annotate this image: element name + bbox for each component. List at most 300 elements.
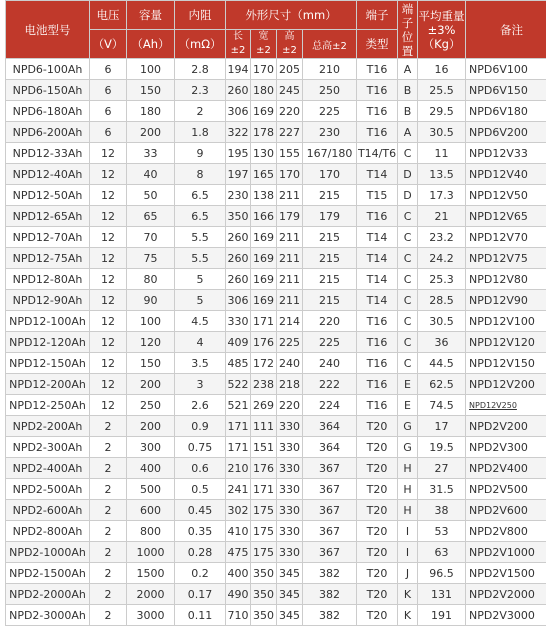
- cell-terminal-type: T16: [357, 59, 398, 80]
- cell-model: NPD12-200Ah: [6, 374, 90, 395]
- cell-weight: 29.5: [418, 101, 466, 122]
- table-row: [6, 185, 546, 206]
- cell-weight: 74.5: [418, 395, 466, 416]
- cell-voltage: 12: [90, 227, 127, 248]
- cell-total-height: 224: [303, 395, 357, 416]
- cell-note: NPD12V200: [466, 374, 546, 395]
- cell-note[interactable]: NPD12V250: [466, 395, 546, 416]
- cell-voltage: 6: [90, 101, 127, 122]
- cell-length: 410: [226, 521, 251, 542]
- cell-terminal-type: T16: [357, 374, 398, 395]
- header-voltage-unit: （V）: [90, 30, 127, 59]
- cell-length: 350: [226, 206, 251, 227]
- cell-height: 155: [277, 143, 303, 164]
- cell-terminal-type: T16: [357, 311, 398, 332]
- cell-note: NPD12V70: [466, 227, 546, 248]
- cell-model: NPD12-70Ah: [6, 227, 90, 248]
- cell-height: 211: [277, 248, 303, 269]
- cell-length: 409: [226, 332, 251, 353]
- cell-length: 230: [226, 185, 251, 206]
- cell-resistance: 5: [175, 290, 226, 311]
- cell-weight: 191: [418, 605, 466, 626]
- cell-model: NPD2-200Ah: [6, 416, 90, 437]
- cell-model: NPD2-800Ah: [6, 521, 90, 542]
- cell-height: 330: [277, 521, 303, 542]
- cell-note: NPD2V600: [466, 500, 546, 521]
- cell-terminal-type: T20: [357, 479, 398, 500]
- cell-resistance: 2.3: [175, 80, 226, 101]
- cell-width: 172: [251, 353, 277, 374]
- cell-total-height: 179: [303, 206, 357, 227]
- cell-voltage: 12: [90, 185, 127, 206]
- cell-weight: 36: [418, 332, 466, 353]
- cell-resistance: 0.9: [175, 416, 226, 437]
- cell-model: NPD2-400Ah: [6, 458, 90, 479]
- cell-capacity: 75: [127, 248, 175, 269]
- cell-width: 130: [251, 143, 277, 164]
- table-row: [6, 164, 546, 185]
- header-note: 备注: [466, 1, 546, 59]
- table-body: [6, 59, 546, 626]
- cell-terminal-type: T20: [357, 584, 398, 605]
- cell-total-height: 364: [303, 437, 357, 458]
- cell-voltage: 6: [90, 59, 127, 80]
- table-row: [6, 437, 546, 458]
- cell-width: 169: [251, 269, 277, 290]
- cell-capacity: 1000: [127, 542, 175, 563]
- table-row: [6, 290, 546, 311]
- table-row: [6, 80, 546, 101]
- cell-resistance: 2: [175, 101, 226, 122]
- cell-model: NPD2-2000Ah: [6, 584, 90, 605]
- cell-model: NPD12-100Ah: [6, 311, 90, 332]
- cell-total-height: 220: [303, 311, 357, 332]
- cell-capacity: 80: [127, 269, 175, 290]
- cell-length: 260: [226, 227, 251, 248]
- cell-width: 171: [251, 311, 277, 332]
- table-row: [6, 500, 546, 521]
- cell-note: NPD2V300: [466, 437, 546, 458]
- cell-length: 475: [226, 542, 251, 563]
- cell-height: 330: [277, 500, 303, 521]
- cell-note: NPD6V180: [466, 101, 546, 122]
- cell-resistance: 2.8: [175, 59, 226, 80]
- cell-model: NPD2-3000Ah: [6, 605, 90, 626]
- cell-height: 345: [277, 584, 303, 605]
- cell-capacity: 150: [127, 80, 175, 101]
- cell-width: 238: [251, 374, 277, 395]
- cell-model: NPD12-65Ah: [6, 206, 90, 227]
- cell-height: 205: [277, 59, 303, 80]
- cell-capacity: 40: [127, 164, 175, 185]
- cell-length: 322: [226, 122, 251, 143]
- cell-note: NPD12V90: [466, 290, 546, 311]
- cell-total-height: 250: [303, 80, 357, 101]
- cell-height: 220: [277, 395, 303, 416]
- cell-voltage: 12: [90, 143, 127, 164]
- cell-terminal-position: E: [398, 374, 418, 395]
- cell-height: 330: [277, 458, 303, 479]
- cell-note: NPD6V200: [466, 122, 546, 143]
- header-terminal-type: 类型: [357, 30, 398, 59]
- table-row: [6, 143, 546, 164]
- cell-total-height: 215: [303, 248, 357, 269]
- cell-weight: 53: [418, 521, 466, 542]
- cell-capacity: 400: [127, 458, 175, 479]
- cell-resistance: 9: [175, 143, 226, 164]
- cell-capacity: 500: [127, 479, 175, 500]
- cell-width: 178: [251, 122, 277, 143]
- cell-model: NPD12-150Ah: [6, 353, 90, 374]
- cell-model: NPD12-80Ah: [6, 269, 90, 290]
- cell-weight: 96.5: [418, 563, 466, 584]
- cell-length: 210: [226, 458, 251, 479]
- cell-total-height: 367: [303, 521, 357, 542]
- cell-model: NPD2-500Ah: [6, 479, 90, 500]
- cell-total-height: 215: [303, 185, 357, 206]
- cell-model: NPD2-600Ah: [6, 500, 90, 521]
- cell-terminal-type: T20: [357, 563, 398, 584]
- cell-resistance: 3.5: [175, 353, 226, 374]
- cell-voltage: 12: [90, 269, 127, 290]
- cell-height: 345: [277, 563, 303, 584]
- cell-terminal-type: T20: [357, 416, 398, 437]
- cell-total-height: 210: [303, 59, 357, 80]
- table-row: [6, 59, 546, 80]
- table-row: [6, 101, 546, 122]
- table-row: [6, 479, 546, 500]
- cell-terminal-type: T16: [357, 353, 398, 374]
- header-capacity: 容量: [127, 1, 175, 30]
- cell-terminal-type: T20: [357, 605, 398, 626]
- cell-model: NPD12-75Ah: [6, 248, 90, 269]
- cell-length: 197: [226, 164, 251, 185]
- cell-length: 241: [226, 479, 251, 500]
- cell-length: 522: [226, 374, 251, 395]
- cell-model: NPD12-90Ah: [6, 290, 90, 311]
- cell-weight: 23.2: [418, 227, 466, 248]
- cell-total-height: 215: [303, 290, 357, 311]
- cell-capacity: 50: [127, 185, 175, 206]
- cell-note: NPD12V100: [466, 311, 546, 332]
- cell-terminal-type: T20: [357, 437, 398, 458]
- cell-model: NPD6-150Ah: [6, 80, 90, 101]
- cell-total-height: 367: [303, 542, 357, 563]
- cell-capacity: 150: [127, 353, 175, 374]
- table-row: [6, 416, 546, 437]
- cell-terminal-position: C: [398, 206, 418, 227]
- table-row: [6, 458, 546, 479]
- cell-weight: 30.5: [418, 122, 466, 143]
- cell-resistance: 0.28: [175, 542, 226, 563]
- cell-width: 175: [251, 521, 277, 542]
- cell-note: NPD2V1500: [466, 563, 546, 584]
- cell-voltage: 12: [90, 395, 127, 416]
- cell-resistance: 4.5: [175, 311, 226, 332]
- cell-note: NPD2V3000: [466, 605, 546, 626]
- cell-width: 111: [251, 416, 277, 437]
- cell-note: NPD12V75: [466, 248, 546, 269]
- cell-note: NPD12V50: [466, 185, 546, 206]
- cell-weight: 31.5: [418, 479, 466, 500]
- cell-height: 211: [277, 290, 303, 311]
- table-row: [6, 122, 546, 143]
- cell-weight: 25.3: [418, 269, 466, 290]
- table-row: [6, 521, 546, 542]
- cell-voltage: 2: [90, 563, 127, 584]
- cell-note: NPD2V400: [466, 458, 546, 479]
- table-container: [5, 0, 546, 630]
- cell-weight: 16: [418, 59, 466, 80]
- table-row: [6, 542, 546, 563]
- cell-length: 490: [226, 584, 251, 605]
- cell-terminal-position: H: [398, 458, 418, 479]
- cell-model: NPD12-33Ah: [6, 143, 90, 164]
- cell-width: 350: [251, 605, 277, 626]
- cell-length: 306: [226, 290, 251, 311]
- cell-terminal-type: T16: [357, 101, 398, 122]
- cell-voltage: 12: [90, 374, 127, 395]
- cell-voltage: 2: [90, 416, 127, 437]
- cell-capacity: 3000: [127, 605, 175, 626]
- cell-total-height: 167/180: [303, 143, 357, 164]
- cell-capacity: 70: [127, 227, 175, 248]
- cell-model: NPD12-120Ah: [6, 332, 90, 353]
- cell-terminal-position: G: [398, 437, 418, 458]
- cell-voltage: 12: [90, 332, 127, 353]
- cell-height: 211: [277, 227, 303, 248]
- cell-resistance: 0.45: [175, 500, 226, 521]
- cell-capacity: 120: [127, 332, 175, 353]
- cell-total-height: 367: [303, 458, 357, 479]
- cell-length: 171: [226, 437, 251, 458]
- cell-length: 260: [226, 248, 251, 269]
- cell-model: NPD12-250Ah: [6, 395, 90, 416]
- header-terminal-position: 端子位置: [398, 1, 418, 59]
- cell-height: 218: [277, 374, 303, 395]
- cell-terminal-position: C: [398, 332, 418, 353]
- cell-model: NPD12-50Ah: [6, 185, 90, 206]
- cell-resistance: 0.75: [175, 437, 226, 458]
- cell-capacity: 200: [127, 122, 175, 143]
- cell-weight: 21: [418, 206, 466, 227]
- cell-terminal-position: K: [398, 584, 418, 605]
- cell-length: 485: [226, 353, 251, 374]
- cell-terminal-type: T14: [357, 248, 398, 269]
- cell-voltage: 2: [90, 437, 127, 458]
- cell-note: NPD2V500: [466, 479, 546, 500]
- cell-resistance: 4: [175, 332, 226, 353]
- cell-capacity: 600: [127, 500, 175, 521]
- cell-capacity: 1500: [127, 563, 175, 584]
- table-row: [6, 605, 546, 626]
- cell-length: 400: [226, 563, 251, 584]
- cell-total-height: 367: [303, 500, 357, 521]
- cell-voltage: 12: [90, 164, 127, 185]
- cell-terminal-type: T20: [357, 542, 398, 563]
- cell-capacity: 300: [127, 437, 175, 458]
- cell-terminal-position: C: [398, 311, 418, 332]
- cell-resistance: 0.17: [175, 584, 226, 605]
- cell-length: 260: [226, 80, 251, 101]
- cell-weight: 62.5: [418, 374, 466, 395]
- cell-terminal-type: T14: [357, 290, 398, 311]
- cell-length: 330: [226, 311, 251, 332]
- cell-capacity: 180: [127, 101, 175, 122]
- cell-voltage: 2: [90, 542, 127, 563]
- cell-length: 260: [226, 269, 251, 290]
- cell-terminal-type: T20: [357, 521, 398, 542]
- cell-terminal-type: T16: [357, 395, 398, 416]
- cell-model: NPD6-100Ah: [6, 59, 90, 80]
- cell-note: NPD6V150: [466, 80, 546, 101]
- cell-width: 165: [251, 164, 277, 185]
- cell-capacity: 33: [127, 143, 175, 164]
- cell-height: 211: [277, 269, 303, 290]
- cell-weight: 11: [418, 143, 466, 164]
- cell-note: NPD12V80: [466, 269, 546, 290]
- cell-height: 170: [277, 164, 303, 185]
- cell-weight: 13.5: [418, 164, 466, 185]
- cell-terminal-position: D: [398, 185, 418, 206]
- cell-weight: 27: [418, 458, 466, 479]
- cell-terminal-type: T14: [357, 269, 398, 290]
- cell-terminal-position: I: [398, 521, 418, 542]
- cell-terminal-type: T20: [357, 500, 398, 521]
- cell-terminal-position: G: [398, 416, 418, 437]
- cell-width: 151: [251, 437, 277, 458]
- cell-weight: 28.5: [418, 290, 466, 311]
- cell-resistance: 6.5: [175, 185, 226, 206]
- cell-length: 521: [226, 395, 251, 416]
- header-model: 电池型号: [6, 1, 90, 59]
- cell-height: 240: [277, 353, 303, 374]
- cell-note: NPD2V800: [466, 521, 546, 542]
- cell-total-height: 382: [303, 605, 357, 626]
- cell-width: 169: [251, 227, 277, 248]
- cell-weight: 131: [418, 584, 466, 605]
- cell-voltage: 12: [90, 353, 127, 374]
- header-height: 高 ±2: [277, 30, 303, 59]
- cell-note: NPD2V1000: [466, 542, 546, 563]
- cell-voltage: 6: [90, 80, 127, 101]
- cell-model: NPD2-1500Ah: [6, 563, 90, 584]
- cell-total-height: 170: [303, 164, 357, 185]
- cell-width: 138: [251, 185, 277, 206]
- cell-total-height: 225: [303, 101, 357, 122]
- cell-height: 179: [277, 206, 303, 227]
- cell-note: NPD12V150: [466, 353, 546, 374]
- cell-voltage: 12: [90, 290, 127, 311]
- header-resistance: 内阻: [175, 1, 226, 30]
- cell-total-height: 230: [303, 122, 357, 143]
- cell-height: 345: [277, 605, 303, 626]
- cell-height: 330: [277, 416, 303, 437]
- cell-weight: 38: [418, 500, 466, 521]
- cell-total-height: 367: [303, 479, 357, 500]
- cell-capacity: 65: [127, 206, 175, 227]
- cell-width: 171: [251, 479, 277, 500]
- cell-terminal-position: B: [398, 80, 418, 101]
- cell-capacity: 200: [127, 374, 175, 395]
- table-row: [6, 584, 546, 605]
- cell-terminal-type: T16: [357, 206, 398, 227]
- cell-capacity: 2000: [127, 584, 175, 605]
- cell-width: 169: [251, 101, 277, 122]
- cell-terminal-position: C: [398, 143, 418, 164]
- cell-terminal-type: T14: [357, 227, 398, 248]
- table-row: [6, 248, 546, 269]
- cell-resistance: 1.8: [175, 122, 226, 143]
- cell-voltage: 2: [90, 584, 127, 605]
- cell-width: 175: [251, 542, 277, 563]
- cell-resistance: 0.5: [175, 479, 226, 500]
- cell-terminal-type: T20: [357, 458, 398, 479]
- cell-note: NPD2V200: [466, 416, 546, 437]
- cell-height: 330: [277, 479, 303, 500]
- header-width: 宽 ±2: [251, 30, 277, 59]
- cell-height: 245: [277, 80, 303, 101]
- cell-height: 214: [277, 311, 303, 332]
- cell-voltage: 2: [90, 521, 127, 542]
- cell-total-height: 382: [303, 563, 357, 584]
- cell-height: 220: [277, 101, 303, 122]
- cell-length: 710: [226, 605, 251, 626]
- cell-voltage: 2: [90, 479, 127, 500]
- table-row: [6, 206, 546, 227]
- cell-width: 350: [251, 563, 277, 584]
- cell-terminal-type: T14/T6: [357, 143, 398, 164]
- cell-resistance: 0.6: [175, 458, 226, 479]
- cell-resistance: 5.5: [175, 227, 226, 248]
- cell-voltage: 12: [90, 248, 127, 269]
- cell-weight: 19.5: [418, 437, 466, 458]
- cell-height: 225: [277, 332, 303, 353]
- table-row: [6, 269, 546, 290]
- cell-width: 269: [251, 395, 277, 416]
- cell-width: 169: [251, 248, 277, 269]
- cell-total-height: 364: [303, 416, 357, 437]
- cell-weight: 30.5: [418, 311, 466, 332]
- cell-terminal-position: D: [398, 164, 418, 185]
- cell-terminal-position: B: [398, 101, 418, 122]
- header-length: 长 ±2: [226, 30, 251, 59]
- cell-voltage: 2: [90, 500, 127, 521]
- cell-capacity: 100: [127, 59, 175, 80]
- cell-total-height: 215: [303, 269, 357, 290]
- header-voltage: 电压: [90, 1, 127, 30]
- cell-width: 169: [251, 290, 277, 311]
- cell-weight: 44.5: [418, 353, 466, 374]
- cell-terminal-position: I: [398, 542, 418, 563]
- table-row: [6, 332, 546, 353]
- cell-width: 170: [251, 59, 277, 80]
- cell-terminal-type: T16: [357, 122, 398, 143]
- cell-weight: 25.5: [418, 80, 466, 101]
- cell-terminal-position: A: [398, 122, 418, 143]
- header-dimensions: 外形尺寸（mm）: [226, 1, 357, 30]
- cell-total-height: 215: [303, 227, 357, 248]
- cell-length: 195: [226, 143, 251, 164]
- cell-resistance: 6.5: [175, 206, 226, 227]
- table-row: [6, 227, 546, 248]
- cell-resistance: 8: [175, 164, 226, 185]
- cell-resistance: 5: [175, 269, 226, 290]
- cell-weight: 17: [418, 416, 466, 437]
- cell-terminal-type: T16: [357, 332, 398, 353]
- cell-terminal-position: C: [398, 353, 418, 374]
- cell-terminal-position: C: [398, 269, 418, 290]
